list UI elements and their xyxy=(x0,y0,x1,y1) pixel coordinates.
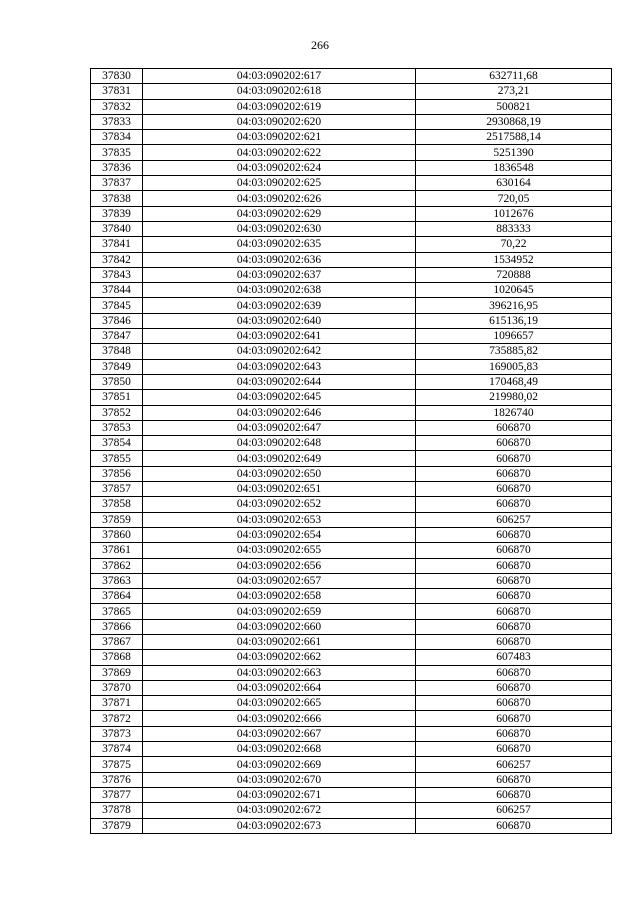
row-number-cell: 37848 xyxy=(91,344,143,359)
value-cell: 606870 xyxy=(416,619,612,634)
cadastral-number-cell: 04:03:090202:673 xyxy=(143,818,416,833)
cadastral-number-cell: 04:03:090202:653 xyxy=(143,512,416,527)
table-row xyxy=(91,329,612,344)
row-number-cell: 37864 xyxy=(91,589,143,604)
table-row xyxy=(91,436,612,451)
value-cell: 500821 xyxy=(416,99,612,114)
table-row xyxy=(91,742,612,757)
row-number-cell: 37852 xyxy=(91,405,143,420)
row-number-cell: 37869 xyxy=(91,665,143,680)
cadastral-number-cell: 04:03:090202:672 xyxy=(143,803,416,818)
row-number-cell: 37876 xyxy=(91,772,143,787)
cadastral-number-cell: 04:03:090202:661 xyxy=(143,634,416,649)
cadastral-number-cell: 04:03:090202:640 xyxy=(143,313,416,328)
value-cell: 2517588,14 xyxy=(416,130,612,145)
value-cell: 170468,49 xyxy=(416,374,612,389)
cadastral-number-cell: 04:03:090202:643 xyxy=(143,359,416,374)
cadastral-number-cell: 04:03:090202:650 xyxy=(143,466,416,481)
table-row xyxy=(91,267,612,282)
row-number-cell: 37877 xyxy=(91,787,143,802)
value-cell: 606870 xyxy=(416,726,612,741)
row-number-cell: 37841 xyxy=(91,237,143,252)
value-cell: 1534952 xyxy=(416,252,612,267)
value-cell: 606870 xyxy=(416,604,612,619)
cadastral-number-cell: 04:03:090202:642 xyxy=(143,344,416,359)
table-row xyxy=(91,711,612,726)
value-cell: 720888 xyxy=(416,267,612,282)
table-row xyxy=(91,726,612,741)
row-number-cell: 37839 xyxy=(91,206,143,221)
table-row xyxy=(91,374,612,389)
row-number-cell: 37835 xyxy=(91,145,143,160)
value-cell: 606870 xyxy=(416,787,612,802)
value-cell: 273,21 xyxy=(416,84,612,99)
value-cell: 735885,82 xyxy=(416,344,612,359)
value-cell: 606870 xyxy=(416,711,612,726)
table-row xyxy=(91,114,612,129)
value-cell: 1020645 xyxy=(416,283,612,298)
cadastral-number-cell: 04:03:090202:660 xyxy=(143,619,416,634)
value-cell: 70,22 xyxy=(416,237,612,252)
cadastral-number-cell: 04:03:090202:659 xyxy=(143,604,416,619)
table-row xyxy=(91,298,612,313)
value-cell: 606870 xyxy=(416,466,612,481)
value-cell: 606870 xyxy=(416,696,612,711)
value-cell: 606870 xyxy=(416,451,612,466)
value-cell: 606870 xyxy=(416,680,612,695)
cadastral-number-cell: 04:03:090202:647 xyxy=(143,420,416,435)
table-row xyxy=(91,512,612,527)
value-cell: 606870 xyxy=(416,589,612,604)
cadastral-number-cell: 04:03:090202:656 xyxy=(143,558,416,573)
table-row xyxy=(91,405,612,420)
value-cell: 606257 xyxy=(416,803,612,818)
table-row xyxy=(91,176,612,191)
value-cell: 606870 xyxy=(416,634,612,649)
row-number-cell: 37859 xyxy=(91,512,143,527)
row-number-cell: 37840 xyxy=(91,221,143,236)
table-body xyxy=(91,69,612,834)
table-row xyxy=(91,772,612,787)
value-cell: 606257 xyxy=(416,757,612,772)
row-number-cell: 37865 xyxy=(91,604,143,619)
table-row xyxy=(91,252,612,267)
cadastral-number-cell: 04:03:090202:641 xyxy=(143,329,416,344)
row-number-cell: 37856 xyxy=(91,466,143,481)
cadastral-number-cell: 04:03:090202:621 xyxy=(143,130,416,145)
value-cell: 2930868,19 xyxy=(416,114,612,129)
table-row xyxy=(91,84,612,99)
value-cell: 606870 xyxy=(416,772,612,787)
value-cell: 5251390 xyxy=(416,145,612,160)
row-number-cell: 37842 xyxy=(91,252,143,267)
row-number-cell: 37849 xyxy=(91,359,143,374)
table-row xyxy=(91,619,612,634)
table-row xyxy=(91,787,612,802)
row-number-cell: 37858 xyxy=(91,497,143,512)
cadastral-number-cell: 04:03:090202:666 xyxy=(143,711,416,726)
table-row xyxy=(91,466,612,481)
value-cell: 607483 xyxy=(416,650,612,665)
row-number-cell: 37873 xyxy=(91,726,143,741)
data-table xyxy=(90,68,612,834)
row-number-cell: 37861 xyxy=(91,543,143,558)
cadastral-number-cell: 04:03:090202:669 xyxy=(143,757,416,772)
value-cell: 606257 xyxy=(416,512,612,527)
row-number-cell: 37843 xyxy=(91,267,143,282)
table-row xyxy=(91,206,612,221)
table-row xyxy=(91,99,612,114)
cadastral-number-cell: 04:03:090202:652 xyxy=(143,497,416,512)
table-row xyxy=(91,160,612,175)
value-cell: 720,05 xyxy=(416,191,612,206)
row-number-cell: 37831 xyxy=(91,84,143,99)
table-row xyxy=(91,130,612,145)
cadastral-number-cell: 04:03:090202:670 xyxy=(143,772,416,787)
value-cell: 606870 xyxy=(416,527,612,542)
row-number-cell: 37845 xyxy=(91,298,143,313)
cadastral-number-cell: 04:03:090202:664 xyxy=(143,680,416,695)
value-cell: 606870 xyxy=(416,818,612,833)
row-number-cell: 37857 xyxy=(91,482,143,497)
table-row xyxy=(91,359,612,374)
cadastral-number-cell: 04:03:090202:644 xyxy=(143,374,416,389)
row-number-cell: 37871 xyxy=(91,696,143,711)
cadastral-number-cell: 04:03:090202:649 xyxy=(143,451,416,466)
cadastral-number-cell: 04:03:090202:648 xyxy=(143,436,416,451)
table-row xyxy=(91,283,612,298)
row-number-cell: 37833 xyxy=(91,114,143,129)
row-number-cell: 37838 xyxy=(91,191,143,206)
row-number-cell: 37850 xyxy=(91,374,143,389)
table-row xyxy=(91,543,612,558)
cadastral-number-cell: 04:03:090202:635 xyxy=(143,237,416,252)
value-cell: 1096657 xyxy=(416,329,612,344)
table-row xyxy=(91,527,612,542)
value-cell: 606870 xyxy=(416,420,612,435)
value-cell: 606870 xyxy=(416,742,612,757)
value-cell: 606870 xyxy=(416,573,612,588)
value-cell: 615136,19 xyxy=(416,313,612,328)
table-row xyxy=(91,497,612,512)
cadastral-number-cell: 04:03:090202:639 xyxy=(143,298,416,313)
value-cell: 1012676 xyxy=(416,206,612,221)
value-cell: 606870 xyxy=(416,665,612,680)
value-cell: 632711,68 xyxy=(416,69,612,84)
cadastral-number-cell: 04:03:090202:658 xyxy=(143,589,416,604)
value-cell: 1826740 xyxy=(416,405,612,420)
table-row xyxy=(91,696,612,711)
table-row xyxy=(91,604,612,619)
cadastral-number-cell: 04:03:090202:662 xyxy=(143,650,416,665)
row-number-cell: 37830 xyxy=(91,69,143,84)
row-number-cell: 37854 xyxy=(91,436,143,451)
row-number-cell: 37860 xyxy=(91,527,143,542)
cadastral-number-cell: 04:03:090202:625 xyxy=(143,176,416,191)
row-number-cell: 37851 xyxy=(91,390,143,405)
row-number-cell: 37872 xyxy=(91,711,143,726)
row-number-cell: 37879 xyxy=(91,818,143,833)
cadastral-number-cell: 04:03:090202:651 xyxy=(143,482,416,497)
cadastral-number-cell: 04:03:090202:671 xyxy=(143,787,416,802)
table-row xyxy=(91,482,612,497)
cadastral-number-cell: 04:03:090202:618 xyxy=(143,84,416,99)
cadastral-number-cell: 04:03:090202:665 xyxy=(143,696,416,711)
table-row xyxy=(91,680,612,695)
table-row xyxy=(91,390,612,405)
value-cell: 396216,95 xyxy=(416,298,612,313)
row-number-cell: 37832 xyxy=(91,99,143,114)
cadastral-number-cell: 04:03:090202:668 xyxy=(143,742,416,757)
row-number-cell: 37870 xyxy=(91,680,143,695)
value-cell: 169005,83 xyxy=(416,359,612,374)
cadastral-number-cell: 04:03:090202:654 xyxy=(143,527,416,542)
row-number-cell: 37867 xyxy=(91,634,143,649)
row-number-cell: 37874 xyxy=(91,742,143,757)
table-row xyxy=(91,420,612,435)
table-row xyxy=(91,757,612,772)
table-row xyxy=(91,191,612,206)
row-number-cell: 37834 xyxy=(91,130,143,145)
cadastral-number-cell: 04:03:090202:624 xyxy=(143,160,416,175)
cadastral-number-cell: 04:03:090202:617 xyxy=(143,69,416,84)
page-number: 266 xyxy=(311,38,329,52)
table-row xyxy=(91,69,612,84)
value-cell: 606870 xyxy=(416,558,612,573)
row-number-cell: 37844 xyxy=(91,283,143,298)
table-row xyxy=(91,665,612,680)
cadastral-number-cell: 04:03:090202:657 xyxy=(143,573,416,588)
value-cell: 630164 xyxy=(416,176,612,191)
cadastral-number-cell: 04:03:090202:620 xyxy=(143,114,416,129)
row-number-cell: 37878 xyxy=(91,803,143,818)
row-number-cell: 37853 xyxy=(91,420,143,435)
table-row xyxy=(91,237,612,252)
table-row xyxy=(91,634,612,649)
table-row xyxy=(91,803,612,818)
cadastral-number-cell: 04:03:090202:646 xyxy=(143,405,416,420)
cadastral-number-cell: 04:03:090202:645 xyxy=(143,390,416,405)
row-number-cell: 37847 xyxy=(91,329,143,344)
cadastral-number-cell: 04:03:090202:655 xyxy=(143,543,416,558)
table-row xyxy=(91,589,612,604)
value-cell: 606870 xyxy=(416,543,612,558)
cadastral-number-cell: 04:03:090202:636 xyxy=(143,252,416,267)
row-number-cell: 37836 xyxy=(91,160,143,175)
table-row xyxy=(91,818,612,833)
value-cell: 606870 xyxy=(416,497,612,512)
row-number-cell: 37868 xyxy=(91,650,143,665)
cadastral-number-cell: 04:03:090202:629 xyxy=(143,206,416,221)
row-number-cell: 37875 xyxy=(91,757,143,772)
table-row xyxy=(91,573,612,588)
table-row xyxy=(91,313,612,328)
table-row xyxy=(91,558,612,573)
value-cell: 1836548 xyxy=(416,160,612,175)
row-number-cell: 37866 xyxy=(91,619,143,634)
cadastral-number-cell: 04:03:090202:667 xyxy=(143,726,416,741)
cadastral-number-cell: 04:03:090202:622 xyxy=(143,145,416,160)
table-row xyxy=(91,650,612,665)
value-cell: 219980,02 xyxy=(416,390,612,405)
table-row xyxy=(91,344,612,359)
cadastral-number-cell: 04:03:090202:638 xyxy=(143,283,416,298)
row-number-cell: 37863 xyxy=(91,573,143,588)
cadastral-number-cell: 04:03:090202:619 xyxy=(143,99,416,114)
value-cell: 606870 xyxy=(416,482,612,497)
row-number-cell: 37862 xyxy=(91,558,143,573)
row-number-cell: 37837 xyxy=(91,176,143,191)
table-row xyxy=(91,145,612,160)
value-cell: 606870 xyxy=(416,436,612,451)
row-number-cell: 37855 xyxy=(91,451,143,466)
cadastral-number-cell: 04:03:090202:626 xyxy=(143,191,416,206)
table-row xyxy=(91,451,612,466)
cadastral-number-cell: 04:03:090202:630 xyxy=(143,221,416,236)
value-cell: 883333 xyxy=(416,221,612,236)
cadastral-number-cell: 04:03:090202:663 xyxy=(143,665,416,680)
table-row xyxy=(91,221,612,236)
cadastral-number-cell: 04:03:090202:637 xyxy=(143,267,416,282)
row-number-cell: 37846 xyxy=(91,313,143,328)
